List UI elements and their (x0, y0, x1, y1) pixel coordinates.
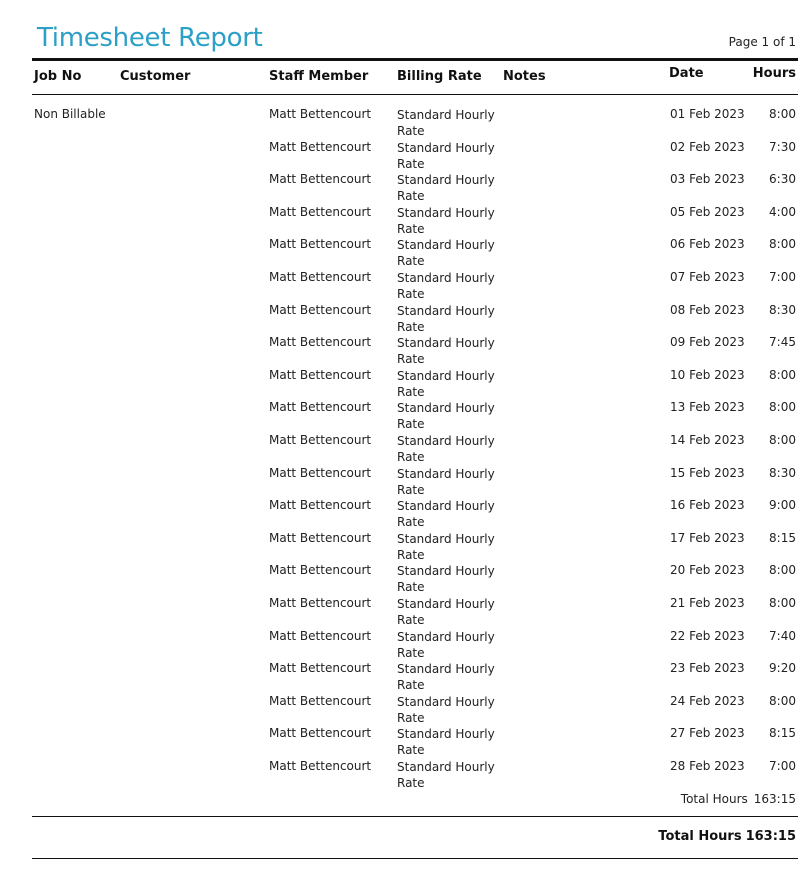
table-row (0, 726, 806, 758)
table-row (0, 140, 806, 172)
subtotal-label: Total Hours (680, 792, 748, 806)
total-rule-bottom (32, 858, 798, 859)
staff-member-cell: Matt Bettencourt (269, 628, 372, 643)
table-row (0, 303, 806, 335)
billing-rate-cell: Standard Hourly Rate (397, 336, 495, 367)
staff-member-cell: Matt Bettencourt (269, 433, 372, 447)
billing-rate-cell: Standard Hourly Rate (397, 564, 495, 595)
hours-cell: 8:00 (769, 237, 796, 252)
hours-cell: 8:00 (769, 367, 796, 382)
hours-cell: 6:30 (769, 172, 796, 187)
table-row (0, 596, 806, 628)
billing-rate-cell: Standard Hourly Rate (397, 303, 495, 334)
subtotal-value: 163:15 (753, 792, 796, 806)
column-header-billing-rate: Billing Rate (397, 69, 482, 84)
column-header-hours: Hours (752, 66, 796, 81)
table-row (0, 563, 806, 595)
date-cell: 10 Feb 2023 (670, 367, 745, 382)
billing-rate-cell: Standard Hourly Rate (397, 434, 495, 464)
table-row (0, 661, 806, 693)
hours-cell: 8:00 (769, 400, 796, 415)
date-cell: 13 Feb 2023 (670, 400, 745, 415)
date-cell: 24 Feb 2023 (670, 693, 745, 708)
hours-cell: 7:00 (769, 759, 796, 773)
billing-rate-cell: Standard Hourly Rate (397, 760, 495, 790)
staff-member-cell: Matt Bettencourt (269, 726, 372, 741)
date-cell: 02 Feb 2023 (670, 139, 745, 154)
column-header-staff-member: Staff Member (269, 69, 369, 84)
staff-member-cell: Matt Bettencourt (269, 237, 372, 252)
table-row (0, 172, 806, 204)
billing-rate-cell: Standard Hourly Rate (397, 694, 495, 725)
hours-cell: 8:00 (769, 433, 796, 447)
column-header-notes: Notes (503, 69, 546, 84)
hours-cell: 7:45 (769, 335, 796, 350)
hours-cell: 8:00 (769, 107, 796, 121)
hours-cell: 7:00 (769, 270, 796, 284)
staff-member-cell: Matt Bettencourt (269, 400, 372, 415)
staff-member-cell: Matt Bettencourt (269, 367, 372, 382)
date-cell: 22 Feb 2023 (670, 628, 745, 643)
date-cell: 23 Feb 2023 (670, 661, 745, 676)
hours-cell: 8:15 (769, 726, 796, 741)
billing-rate-cell: Standard Hourly Rate (397, 629, 495, 660)
grand-total-value: 163:15 (745, 829, 796, 844)
grand-total-label: Total Hours (658, 829, 742, 844)
date-cell: 07 Feb 2023 (670, 270, 745, 284)
table-row (0, 466, 806, 498)
hours-cell: 4:00 (769, 204, 796, 219)
date-cell: 28 Feb 2023 (670, 759, 745, 773)
date-cell: 06 Feb 2023 (670, 237, 745, 252)
staff-member-cell: Matt Bettencourt (269, 661, 372, 676)
date-cell: 08 Feb 2023 (670, 302, 745, 317)
hours-cell: 8:30 (769, 302, 796, 317)
table-row (0, 270, 806, 302)
date-cell: 21 Feb 2023 (670, 596, 745, 610)
table-row (0, 498, 806, 530)
staff-member-cell: Matt Bettencourt (269, 498, 372, 513)
date-cell: 05 Feb 2023 (670, 204, 745, 219)
table-row (0, 237, 806, 269)
billing-rate-cell: Standard Hourly Rate (397, 499, 495, 530)
column-header-customer: Customer (120, 69, 191, 84)
table-row (0, 205, 806, 237)
date-cell: 17 Feb 2023 (670, 530, 745, 545)
staff-member-cell: Matt Bettencourt (269, 759, 372, 773)
page-number: Page 1 of 1 (728, 35, 796, 49)
billing-rate-cell: Standard Hourly Rate (397, 108, 495, 138)
hours-cell: 8:00 (769, 563, 796, 578)
date-cell: 03 Feb 2023 (670, 172, 745, 187)
column-header-job-no: Job No (34, 69, 82, 84)
column-header-date: Date (669, 66, 704, 81)
billing-rate-cell: Standard Hourly Rate (397, 368, 495, 399)
hours-cell: 8:00 (769, 596, 796, 610)
table-row (0, 107, 806, 139)
hours-cell: 7:30 (769, 139, 796, 154)
header-rule-top (32, 58, 798, 61)
table-row (0, 629, 806, 661)
table-row (0, 694, 806, 726)
billing-rate-cell: Standard Hourly Rate (397, 531, 495, 562)
hours-cell: 7:40 (769, 628, 796, 643)
date-cell: 15 Feb 2023 (670, 465, 745, 480)
staff-member-cell: Matt Bettencourt (269, 270, 372, 284)
table-row (0, 759, 806, 791)
staff-member-cell: Matt Bettencourt (269, 204, 372, 219)
grand-total (658, 829, 796, 844)
date-cell: 16 Feb 2023 (670, 498, 745, 513)
date-cell: 20 Feb 2023 (670, 563, 745, 578)
billing-rate-cell: Standard Hourly Rate (397, 238, 495, 269)
table-row (0, 531, 806, 563)
billing-rate-cell: Standard Hourly Rate (397, 205, 495, 236)
table-row (0, 368, 806, 400)
billing-rate-cell: Standard Hourly Rate (397, 401, 495, 432)
billing-rate-cell: Standard Hourly Rate (397, 597, 495, 627)
staff-member-cell: Matt Bettencourt (269, 172, 372, 187)
table-row (0, 335, 806, 367)
staff-member-cell: Matt Bettencourt (269, 302, 372, 317)
staff-member-cell: Matt Bettencourt (269, 139, 372, 154)
total-rule-top (32, 816, 798, 817)
billing-rate-cell: Standard Hourly Rate (397, 140, 495, 171)
date-cell: 27 Feb 2023 (670, 726, 745, 741)
date-cell: 09 Feb 2023 (670, 335, 745, 350)
header-rule-bottom (32, 94, 798, 95)
staff-member-cell: Matt Bettencourt (269, 335, 372, 350)
billing-rate-cell: Standard Hourly Rate (397, 662, 495, 693)
billing-rate-cell: Standard Hourly Rate (397, 271, 495, 301)
date-cell: 01 Feb 2023 (670, 107, 745, 121)
table-row (0, 433, 806, 465)
staff-member-cell: Matt Bettencourt (269, 465, 372, 480)
group-subtotal (681, 792, 796, 806)
staff-member-cell: Matt Bettencourt (269, 530, 372, 545)
hours-cell: 9:20 (769, 661, 796, 676)
staff-member-cell: Matt Bettencourt (269, 107, 372, 121)
group-label: Non Billable (34, 107, 106, 121)
staff-member-cell: Matt Bettencourt (269, 596, 372, 610)
table-row (0, 400, 806, 432)
date-cell: 14 Feb 2023 (670, 433, 745, 447)
billing-rate-cell: Standard Hourly Rate (397, 173, 495, 204)
billing-rate-cell: Standard Hourly Rate (397, 727, 495, 758)
hours-cell: 8:15 (769, 530, 796, 545)
billing-rate-cell: Standard Hourly Rate (397, 466, 495, 497)
staff-member-cell: Matt Bettencourt (269, 693, 372, 708)
staff-member-cell: Matt Bettencourt (269, 563, 372, 578)
hours-cell: 8:30 (769, 465, 796, 480)
hours-cell: 8:00 (769, 693, 796, 708)
report-title: Timesheet Report (37, 23, 263, 53)
hours-cell: 9:00 (769, 498, 796, 513)
